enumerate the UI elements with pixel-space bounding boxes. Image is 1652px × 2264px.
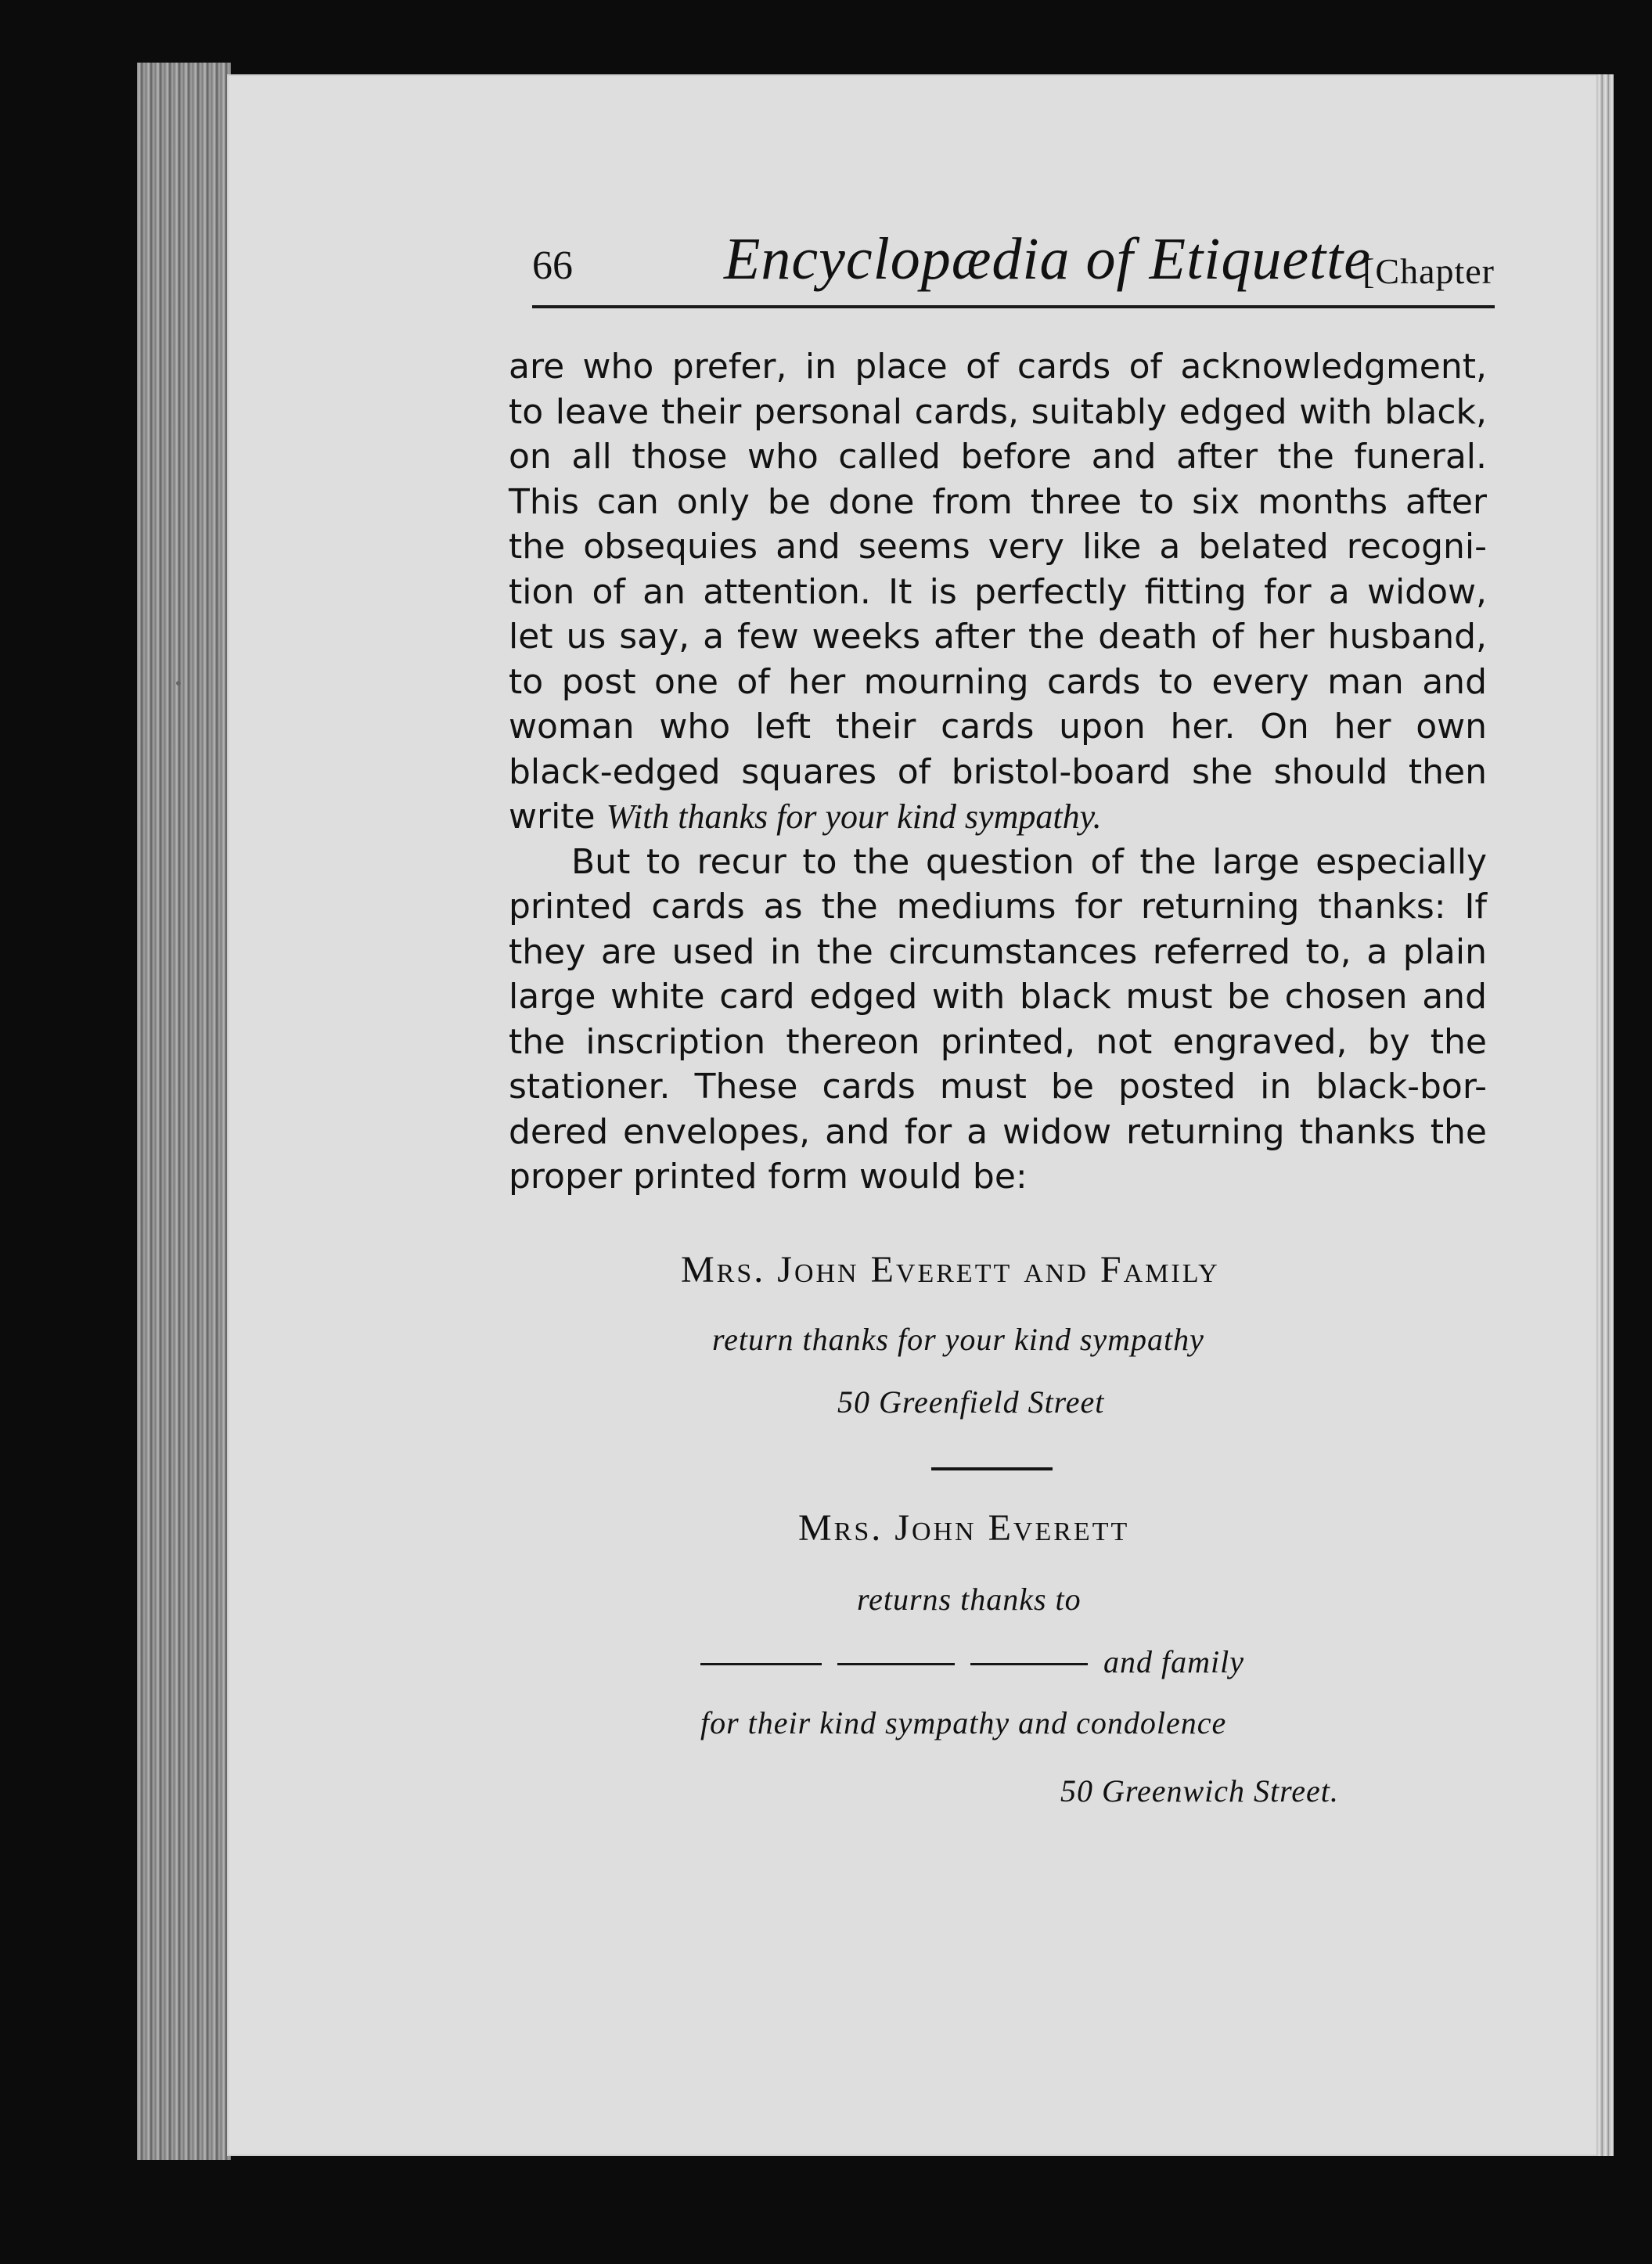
write-prefix: write [509, 797, 596, 837]
body-text [509, 344, 1487, 1200]
card2-address: 50 Greenwich Street. [1060, 1773, 1339, 1809]
card2-line3: for their kind sympathy and condolence [700, 1705, 1227, 1740]
text-line: tion of an attention. It is perfectly fitting for a widow, [509, 571, 1487, 612]
page-number: 66 [532, 243, 573, 288]
text-line: they are used in the circumstances referred to, a plain [509, 931, 1487, 972]
card2-name: Mrs. John Everett [798, 1507, 1130, 1549]
text-line: are who prefer, in place of cards of acknowledgment, [509, 347, 1487, 387]
text-line: to leave their personal cards, suitably edged with black, [509, 391, 1487, 432]
text-line: printed cards as the mediums for returning thanks: If [509, 887, 1487, 927]
text-line: black-edged squares of bristol-board she should then [509, 751, 1487, 792]
text-line: the obsequies and seems very like a belated recogni- [509, 527, 1487, 567]
blank-line [970, 1663, 1088, 1665]
text-line: on all those who called before and after the funeral. [509, 437, 1487, 477]
italic-phrase: With thanks for your kind sympathy. [606, 797, 1102, 836]
text-line: stationer. These cards must be posted in black-bor- [509, 1067, 1487, 1107]
card1-address: 50 Greenfield Street [837, 1384, 1105, 1420]
chapter-label: [Chapter [1362, 251, 1495, 291]
card2-and-family: and family [1103, 1644, 1244, 1679]
text-line: to post one of her mourning cards to every man and [509, 661, 1487, 702]
text-line: dered envelopes, and for a widow returning thanks the [509, 1111, 1487, 1152]
text-line [509, 794, 1487, 840]
blank-line [700, 1663, 822, 1665]
card1-name: Mrs. John Everett and Family [681, 1249, 1220, 1290]
text-line: large white card edged with black must be chosen and [509, 977, 1487, 1017]
text-line: proper printed form would be: [509, 1157, 1028, 1197]
text-line: woman who left their cards upon her. On her own [509, 707, 1487, 747]
text-line: let us say, a few weeks after the death of her husband, [509, 617, 1487, 657]
book-title: Encyclopædia of Etiquette [724, 226, 1372, 292]
text-line: But to recur to the question of the large especially [571, 841, 1487, 882]
text-line: This can only be done from three to six months after [509, 481, 1487, 522]
running-head [532, 219, 1495, 308]
text-line: the inscription thereon printed, not engraved, by the [509, 1021, 1487, 1062]
separator-rule [931, 1467, 1053, 1470]
blank-line [837, 1663, 955, 1665]
card2-line: returns thanks to [857, 1582, 1082, 1617]
card1-line: return thanks for your kind sympathy [712, 1322, 1204, 1357]
